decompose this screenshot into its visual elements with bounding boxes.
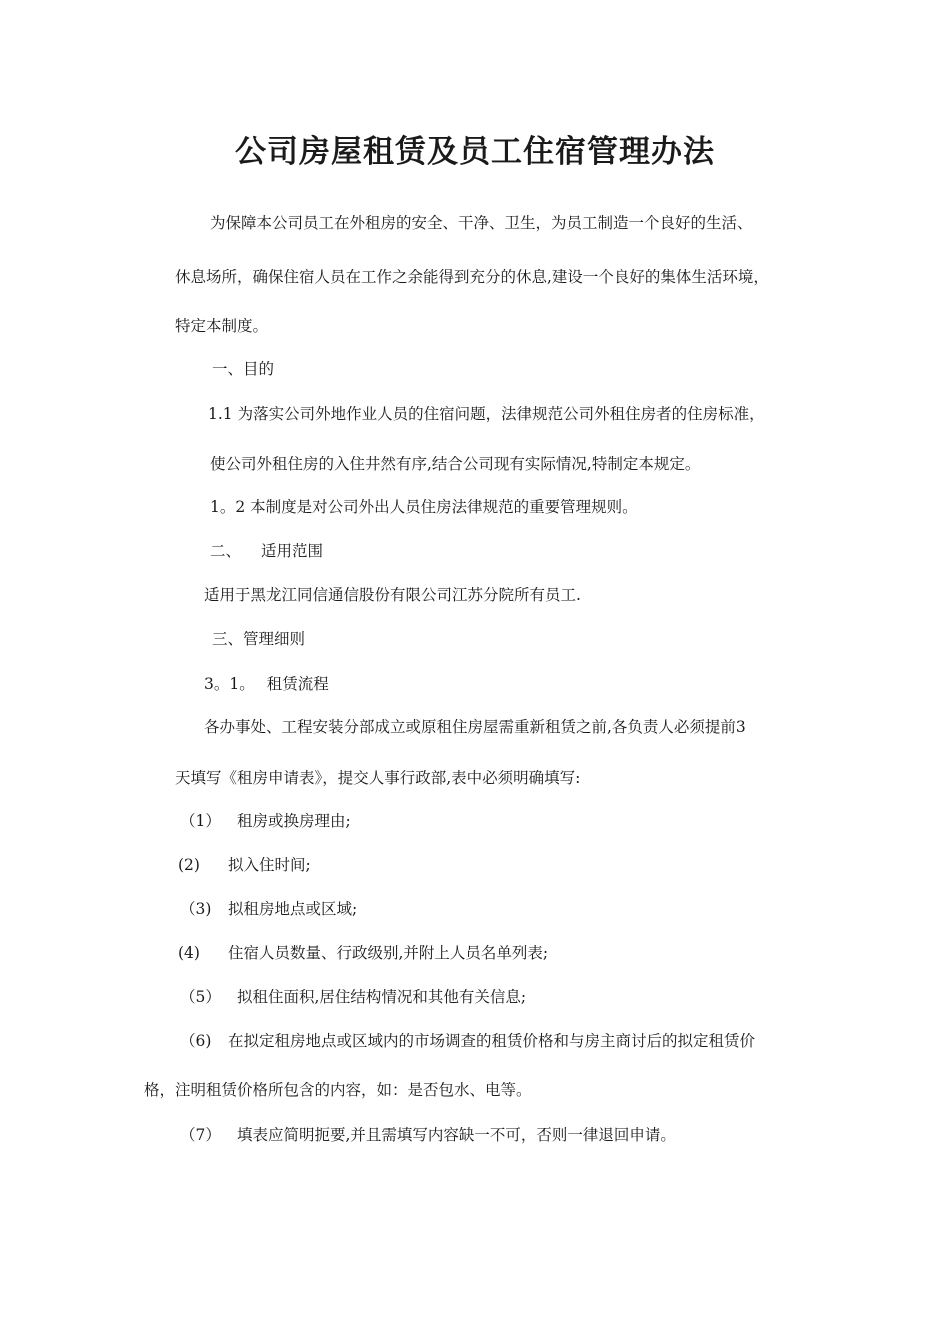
section1-item2: 1。2 本制度是对公司外出人员住房法律规范的重要管理规则。 <box>210 498 638 516</box>
intro-line-3: 特定本制度。 <box>175 317 269 335</box>
section-heading-purpose: 一、目的 <box>212 360 275 378</box>
list-item-num: (4) <box>178 944 200 962</box>
subsection-heading <box>204 673 329 695</box>
intro-line-1: 为保障本公司员工在外租房的安全、干净、卫生，为员工制造一个良好的生活、 <box>210 214 753 232</box>
intro-line-2: 休息场所，确保住宿人员在工作之余能得到充分的休息,建设一个良好的集体生活环境， <box>175 268 769 286</box>
list-item-num: （6) <box>180 1032 212 1050</box>
section-heading-scope <box>210 540 323 562</box>
process-para-line1: 各办事处、工程安装分部成立或原租住房屋需重新租赁之前,各负责人必须提前3 <box>204 718 746 736</box>
list-item-num: （3) <box>180 900 212 918</box>
list-item-continuation: 格，注明租赁价格所包含的内容，如：是否包水、电等。 <box>144 1081 532 1099</box>
list-item-num: (2) <box>178 856 200 874</box>
section-heading-rules: 三、管理细则 <box>212 630 306 648</box>
section2-heading-text: 适用范围 <box>261 542 324 560</box>
list-item <box>180 898 357 920</box>
list-item-text: 拟租住面积,居住结构情况和其他有关信息; <box>237 988 527 1006</box>
subsection-num: 3。1。 <box>204 675 255 693</box>
list-item <box>178 854 311 876</box>
list-item-text: 租房或换房理由; <box>237 812 351 830</box>
section2-body: 适用于黑龙江同信通信股份有限公司江苏分院所有员工. <box>204 586 581 604</box>
list-item <box>180 1030 755 1052</box>
list-item <box>178 942 548 964</box>
list-item-text: 拟入住时间; <box>228 856 311 874</box>
list-item-text: 在拟定租房地点或区域内的市场调查的租赁价格和与房主商讨后的拟定租赁价 <box>228 1032 756 1050</box>
section2-heading-num: 二、 <box>210 542 242 560</box>
list-item-num: （7） <box>180 1126 221 1144</box>
list-item-num: （5） <box>180 988 221 1006</box>
list-item-text: 住宿人员数量、行政级别,并附上人员名单列表; <box>228 944 549 962</box>
section1-item1-line1: 1.1 为落实公司外地作业人员的住宿问题，法律规范公司外租住房者的住房标准， <box>208 405 765 423</box>
list-item <box>180 810 351 832</box>
list-item-text: 填表应简明扼要,并且需填写内容缺一不可，否则一律退回申请。 <box>237 1126 676 1144</box>
section1-item1-line2: 使公司外租住房的入住井然有序,结合公司现有实际情况,特制定本规定。 <box>210 455 701 473</box>
list-item <box>180 1124 676 1146</box>
document-title: 公司房屋租赁及员工住宿管理办法 <box>235 134 715 170</box>
list-item-num: （1） <box>180 812 221 830</box>
subsection-title: 租赁流程 <box>266 675 329 693</box>
list-item-text: 拟租房地点或区域; <box>228 900 358 918</box>
process-para-line2: 天填写《租房申请表》，提交人事行政部,表中必须明确填写: <box>175 769 581 787</box>
list-item <box>180 986 526 1008</box>
